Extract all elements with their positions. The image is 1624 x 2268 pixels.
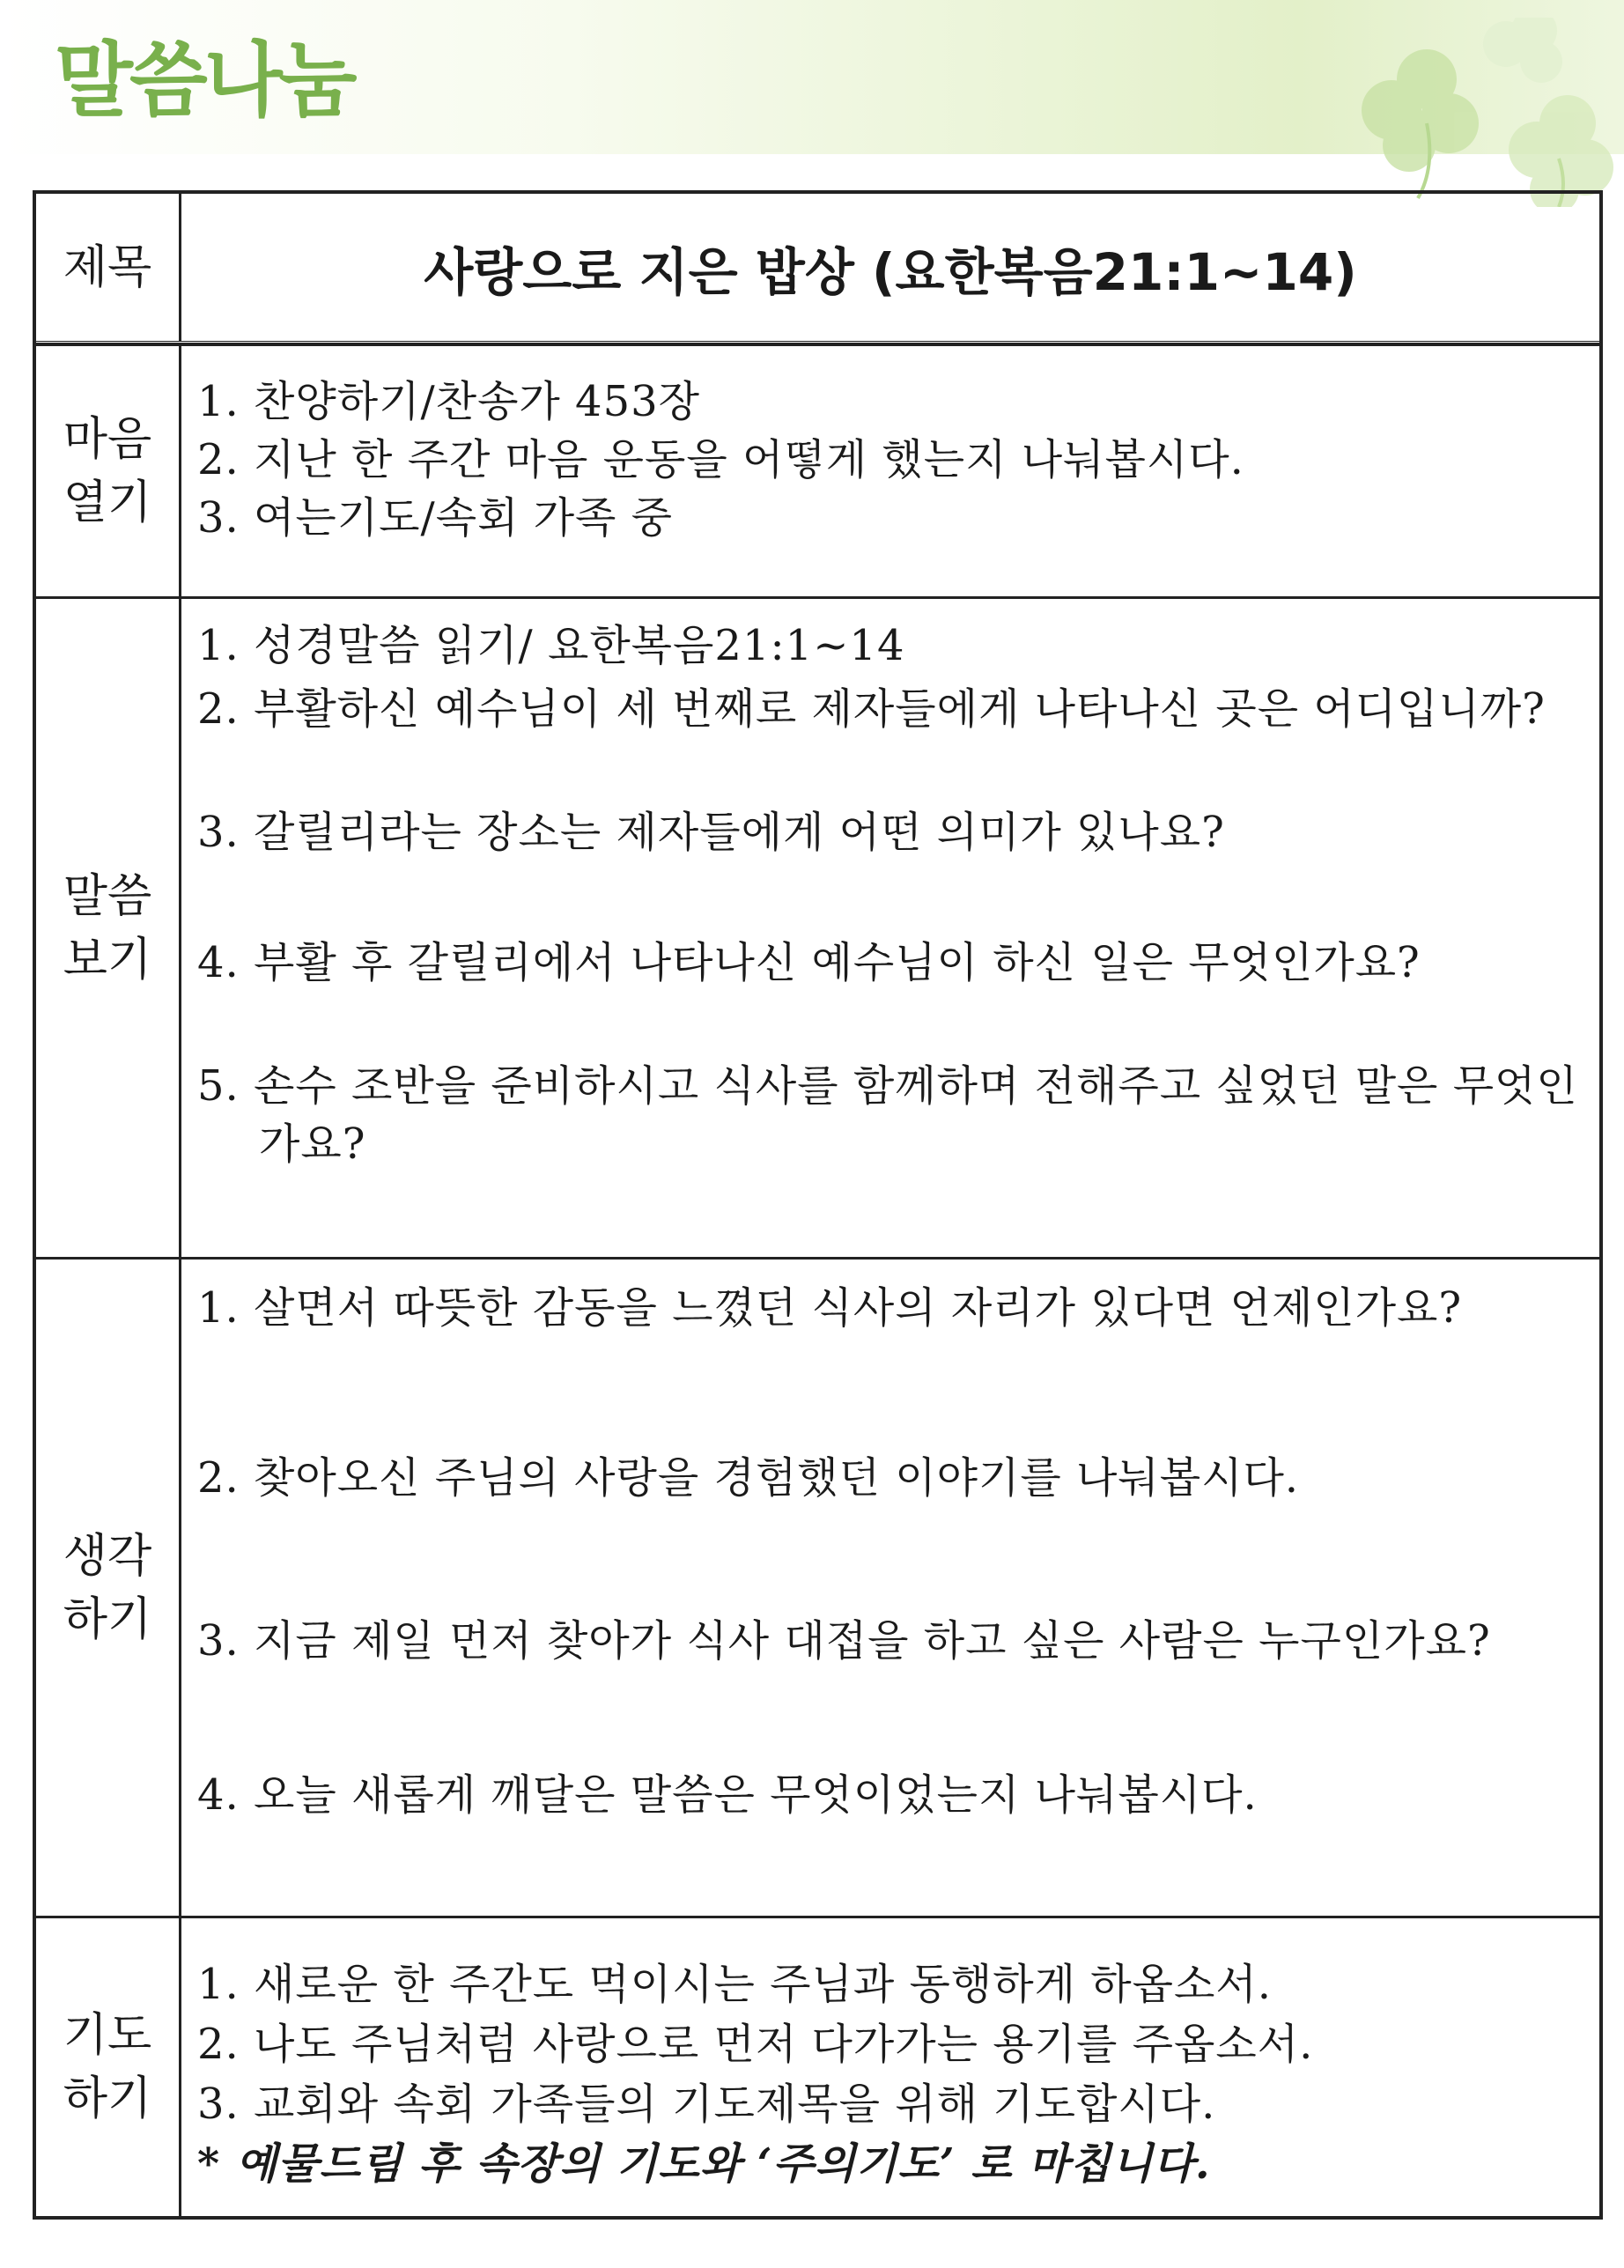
- title-label: 제목: [36, 194, 181, 341]
- section-word-reading: [36, 596, 1599, 1257]
- section-heart-opening: [36, 344, 1599, 596]
- list-item: 3. 지금 제일 먼저 찾아가 식사 대접을 하고 싶은 사람은 누구인가요?: [197, 1616, 1491, 1666]
- list-item: 3. 교회와 속회 가족들의 기도제목을 위해 기도합시다.: [197, 2080, 1216, 2129]
- list-item: 1. 성경말씀 읽기/ 요한복음21:1~14: [197, 621, 905, 670]
- section-content: [181, 346, 1599, 596]
- header-title: 말씀나눔: [55, 33, 354, 128]
- section-content: [181, 599, 1599, 1257]
- title-row: [36, 194, 1599, 344]
- section-label: [36, 599, 181, 1257]
- worksheet-title: 사랑으로 지은 밥상 (요한복음21:1~14): [424, 241, 1357, 302]
- closing-note: * 예물드림 후 속장의 기도와 ‘주의기도’ 로 마칩니다.: [197, 2139, 1211, 2189]
- list-item: 1. 살면서 따뜻한 감동을 느꼈던 식사의 자리가 있다면 언제인가요?: [197, 1283, 1463, 1333]
- section-content: [181, 1260, 1599, 1916]
- clover-decoration-icon: [1303, 18, 1620, 207]
- section-label-text: 생각 하기: [63, 1529, 152, 1646]
- section-label-text: 말씀 보기: [63, 869, 152, 986]
- section-label-text: 기도 하기: [63, 2009, 152, 2125]
- worksheet-table: [33, 190, 1603, 2220]
- list-item: 2. 나도 주님처럼 사랑으로 먼저 다가가는 용기를 주옵소서.: [197, 2020, 1314, 2069]
- list-item: 3. 갈릴리라는 장소는 제자들에게 어떤 의미가 있나요?: [197, 808, 1225, 857]
- list-item: 2. 부활하신 예수님이 세 번째로 제자들에게 나타나신 곳은 어디입니까?: [197, 684, 1546, 734]
- list-item: 1. 찬양하기/찬송가 453장: [197, 377, 701, 426]
- list-item: 3. 여는기도/속회 가족 중: [197, 493, 674, 543]
- list-item: 5. 손수 조반을 준비하시고 식사를 함께하며 전해주고 싶었던 말은 무엇인가요?: [197, 1061, 1578, 1169]
- section-prayer: [36, 1916, 1599, 2216]
- section-label-text: 마음 열기: [63, 413, 152, 529]
- list-item: 4. 오늘 새롭게 깨달은 말씀은 무엇이었는지 나눠봅시다.: [197, 1770, 1258, 1820]
- list-item: 2. 지난 한 주간 마음 운동을 어떻게 했는지 나눠봅시다.: [197, 435, 1244, 484]
- list-item: 4. 부활 후 갈릴리에서 나타나신 예수님이 하신 일은 무엇인가요?: [197, 938, 1421, 987]
- section-label: [36, 1260, 181, 1916]
- list-item: 1. 새로운 한 주간도 먹이시는 주님과 동행하게 하옵소서.: [197, 1960, 1272, 2009]
- title-cell: [181, 194, 1599, 341]
- section-label: [36, 1918, 181, 2216]
- list-item: 2. 찾아오신 주님의 사랑을 경험했던 이야기를 나눠봅시다.: [197, 1453, 1300, 1503]
- section-content: [181, 1918, 1599, 2216]
- section-reflection: [36, 1257, 1599, 1916]
- section-label: [36, 346, 181, 596]
